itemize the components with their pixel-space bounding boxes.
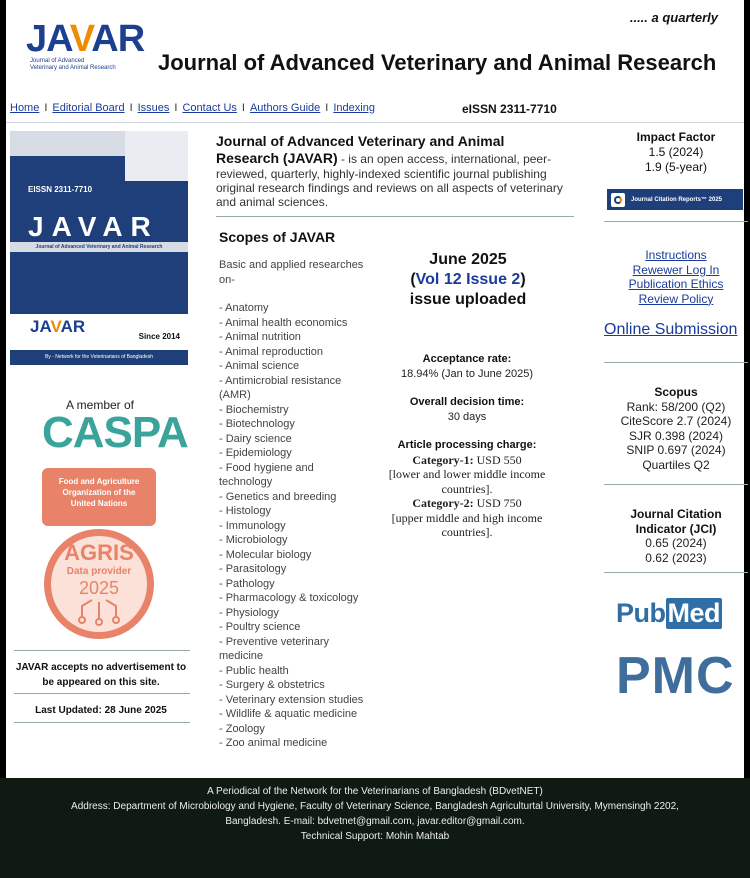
category2-desc: [upper middle and high income countries]. — [391, 510, 543, 539]
scope-item: - Zoo animal medicine — [219, 737, 328, 749]
page — [6, 0, 744, 778]
scope-item: - Antimicrobial resistance (AMR) — [219, 374, 342, 401]
caspa-logo[interactable]: CASPA — [42, 408, 188, 457]
left-divider — [14, 693, 190, 694]
scopus-rank: Rank: 58/200 (Q2) — [626, 399, 726, 414]
right-divider — [604, 572, 748, 573]
scope-item: - Zoology — [219, 722, 265, 735]
nav-editorial-board[interactable]: Editorial Board — [52, 102, 125, 114]
pubmed-med: Med — [667, 598, 720, 628]
acceptance-value: 18.94% (Jan to June 2025) — [400, 367, 534, 380]
scope-item: - Animal science — [219, 360, 300, 372]
scopus-citescore: CiteScore 2.7 (2024) — [620, 414, 732, 428]
footer — [0, 778, 750, 878]
jcr-badge-label: Journal Citation Reports™ 2025 — [631, 196, 723, 203]
agris-name: AGRIS — [64, 540, 134, 565]
scope-item: - Wildlife & aquatic medicine — [219, 708, 358, 720]
decision-label: Overall decision time: — [409, 396, 525, 408]
scope-item: - Histology — [219, 505, 271, 517]
footer-support: Technical Support: Mohin Mahtab — [300, 831, 450, 842]
site-title: Journal of Advanced Veterinary and Animal Research — [158, 50, 717, 75]
cover-footer: By - Network for the Veterinarians of Bangladesh — [44, 354, 154, 360]
scope-item: - Genetics and breeding — [219, 490, 337, 503]
scope-item: - Microbiology — [219, 534, 288, 546]
nav-separator: I — [325, 102, 329, 114]
scope-item: - Animal health economics — [219, 316, 348, 329]
intro-journal-name: Journal of Advanced Veterinary and Animal Research (JAVAR) — [216, 133, 505, 166]
jci-metrics — [604, 507, 748, 565]
right-divider — [604, 484, 748, 485]
javar-logo[interactable] — [26, 18, 145, 76]
jci-2023: 0.62 (2023) — [645, 550, 707, 565]
intro-text: - is an open access, international, peer-reviewed, quarterly, highly-indexed scientific journal publishing original research findings and reviews on all aspects of veterinary and animal sciences. — [216, 152, 563, 209]
cover-deco — [10, 131, 125, 156]
jci-2024: 0.65 (2024) — [645, 536, 707, 550]
issue-status: issue uploaded — [409, 291, 527, 308]
link-review-policy[interactable]: Review Policy — [638, 291, 714, 306]
tagline: ..... a quarterly — [629, 10, 718, 25]
scopus-sjr: SJR 0.398 (2024) — [628, 428, 724, 443]
nav-contact-us[interactable]: Contact Us — [182, 102, 237, 114]
link-reviewer-login[interactable]: Rewewer Log In — [632, 262, 720, 277]
footer-publisher: A Periodical of the Network for the Veterinarians of Bangladesh (BDvetNET) — [207, 786, 543, 797]
nav-indexing[interactable]: Indexing — [333, 102, 375, 114]
link-instructions[interactable]: Instructions — [645, 248, 707, 262]
footer-address: Address: Department of Microbiology and Hygiene, Faculty of Veterinary Science, Bangladesh Agriculturtal University, Mymensingh 2202, Bangladesh. E-mail: bdvetnet@gmail.com, javar.editor@gmail.com. — [71, 801, 679, 827]
scope-item: - Pathology — [219, 577, 275, 590]
pmc-logo[interactable]: PMC — [616, 647, 735, 705]
scopes-list — [219, 258, 369, 751]
issue-link[interactable]: Vol 12 Issue 2 — [415, 271, 521, 288]
impact-heading: Impact Factor — [636, 130, 716, 144]
apc-label: Article processing charge: — [397, 439, 537, 451]
agris-org-3: United Nations — [70, 499, 128, 508]
author-links — [604, 248, 748, 306]
scope-item: - Parasitology — [219, 563, 287, 575]
impact-2024: 1.5 (2024) — [648, 145, 704, 159]
journal-intro — [216, 133, 571, 209]
scope-item: - Anatomy — [219, 302, 269, 314]
agris-badge-graphic — [42, 468, 156, 640]
link-publication-ethics[interactable]: Publication Ethics — [628, 277, 724, 291]
scope-item: - Animal nutrition — [219, 331, 301, 343]
scope-item: - Veterinary extension studies — [219, 693, 364, 706]
nav-separator: I — [129, 102, 133, 114]
agris-org-1: Food and Agriculture — [58, 477, 140, 486]
issue-announcement — [378, 250, 558, 310]
member-label: A member of — [65, 398, 135, 412]
left-divider — [14, 650, 190, 651]
cover-logo-ar: AR — [60, 317, 86, 336]
pubmed-logo[interactable] — [616, 598, 722, 629]
eissn-label: eISSN 2311-7710 — [462, 102, 557, 116]
scope-item: - Physiology — [219, 606, 279, 619]
scope-item: - Animal reproduction — [219, 345, 323, 358]
nav-home[interactable]: Home — [10, 102, 40, 114]
agris-year: 2025 — [78, 578, 120, 598]
scope-item: - Public health — [219, 664, 289, 677]
scopus-metrics — [604, 385, 748, 472]
scopus-snip: SNIP 0.697 (2024) — [626, 443, 726, 457]
top-nav — [10, 102, 375, 114]
intro-divider — [216, 216, 574, 217]
issue-month: June 2025 — [429, 251, 507, 268]
scope-item: - Biotechnology — [219, 418, 295, 430]
category1-label: Category-1: — [412, 452, 474, 467]
scope-item: - Food hygiene and technology — [219, 461, 314, 488]
scope-item: - Poultry science — [219, 621, 301, 633]
nav-issues[interactable]: Issues — [137, 102, 170, 114]
cover-deco — [125, 131, 188, 181]
right-divider — [604, 221, 748, 222]
logo-subtitle-1: Journal of Advanced — [30, 58, 85, 64]
logo-text-v: V — [69, 18, 92, 60]
scope-item: - Molecular biology — [219, 548, 312, 561]
nav-separator: I — [44, 102, 48, 114]
nav-separator: I — [174, 102, 178, 114]
no-advertisement-note: JAVAR accepts no advertisement to be appeared on this site. — [15, 662, 187, 688]
scope-item: - Dairy science — [219, 432, 292, 445]
scope-item: - Immunology — [219, 519, 286, 532]
issue-paren: ) — [520, 271, 526, 288]
issue-paren: ( — [410, 271, 416, 288]
scopus-heading: Scopus — [654, 385, 698, 399]
cover-logo-ja: JA — [30, 317, 51, 336]
category1-value: USD 550 — [473, 452, 522, 467]
journal-cover[interactable] — [10, 131, 188, 365]
cover-eissn: EISSN 2311-7710 — [28, 185, 93, 194]
nav-separator: I — [241, 102, 245, 114]
scope-item: - Surgery & obstetrics — [219, 679, 325, 691]
pubmed-pub: Pub — [616, 598, 666, 628]
scopes-heading: Scopes of JAVAR — [219, 229, 336, 245]
cover-logo-v: V — [50, 317, 61, 336]
decision-value: 30 days — [447, 410, 487, 423]
category1-desc: [lower and lower middle income countries]. — [388, 467, 546, 496]
online-submission-link[interactable]: Online Submission — [604, 321, 738, 338]
scope-item: - Pharmacology & toxicology — [219, 592, 359, 604]
logo-subtitle-2: Veterinary and Animal Research — [30, 65, 116, 71]
cover-journal-name: Journal of Advanced Veterinary and Animal Research — [10, 242, 188, 252]
last-updated: Last Updated: 28 June 2025 — [35, 705, 167, 716]
header-divider — [6, 122, 744, 123]
cover-since: Since 2014 — [138, 332, 180, 341]
scopes-lead: Basic and applied researches on- — [219, 259, 364, 286]
scope-item: - Biochemistry — [219, 403, 289, 416]
left-divider — [14, 722, 190, 723]
impact-factor — [604, 130, 748, 175]
category2-label: Category-2: — [412, 496, 474, 510]
right-divider — [604, 362, 748, 363]
jci-heading: Journal Citation Indicator (JCI) — [630, 507, 722, 536]
impact-5yr: 1.9 (5-year) — [644, 160, 708, 174]
logo-text-ja: JA — [26, 18, 70, 60]
cover-logo — [30, 317, 85, 337]
scopus-quartile: Quartiles Q2 — [642, 457, 710, 472]
scope-item: - Preventive veterinary medicine — [219, 635, 330, 662]
acceptance-label: Acceptance rate: — [422, 353, 512, 365]
agris-badge[interactable] — [42, 468, 156, 640]
scope-item: - Epidemiology — [219, 447, 292, 459]
clarivate-icon — [611, 193, 625, 207]
cover-title: JAVAR — [28, 211, 159, 242]
jcr-badge[interactable] — [607, 189, 743, 210]
category2-value: USD 750 — [473, 496, 522, 510]
nav-authors-guide[interactable]: Authors Guide — [249, 102, 321, 114]
journal-stats — [372, 352, 562, 540]
agris-org-2: Organization of the — [62, 488, 136, 497]
logo-text-ar: AR — [91, 18, 145, 60]
agris-sub: Data provider — [66, 566, 132, 577]
